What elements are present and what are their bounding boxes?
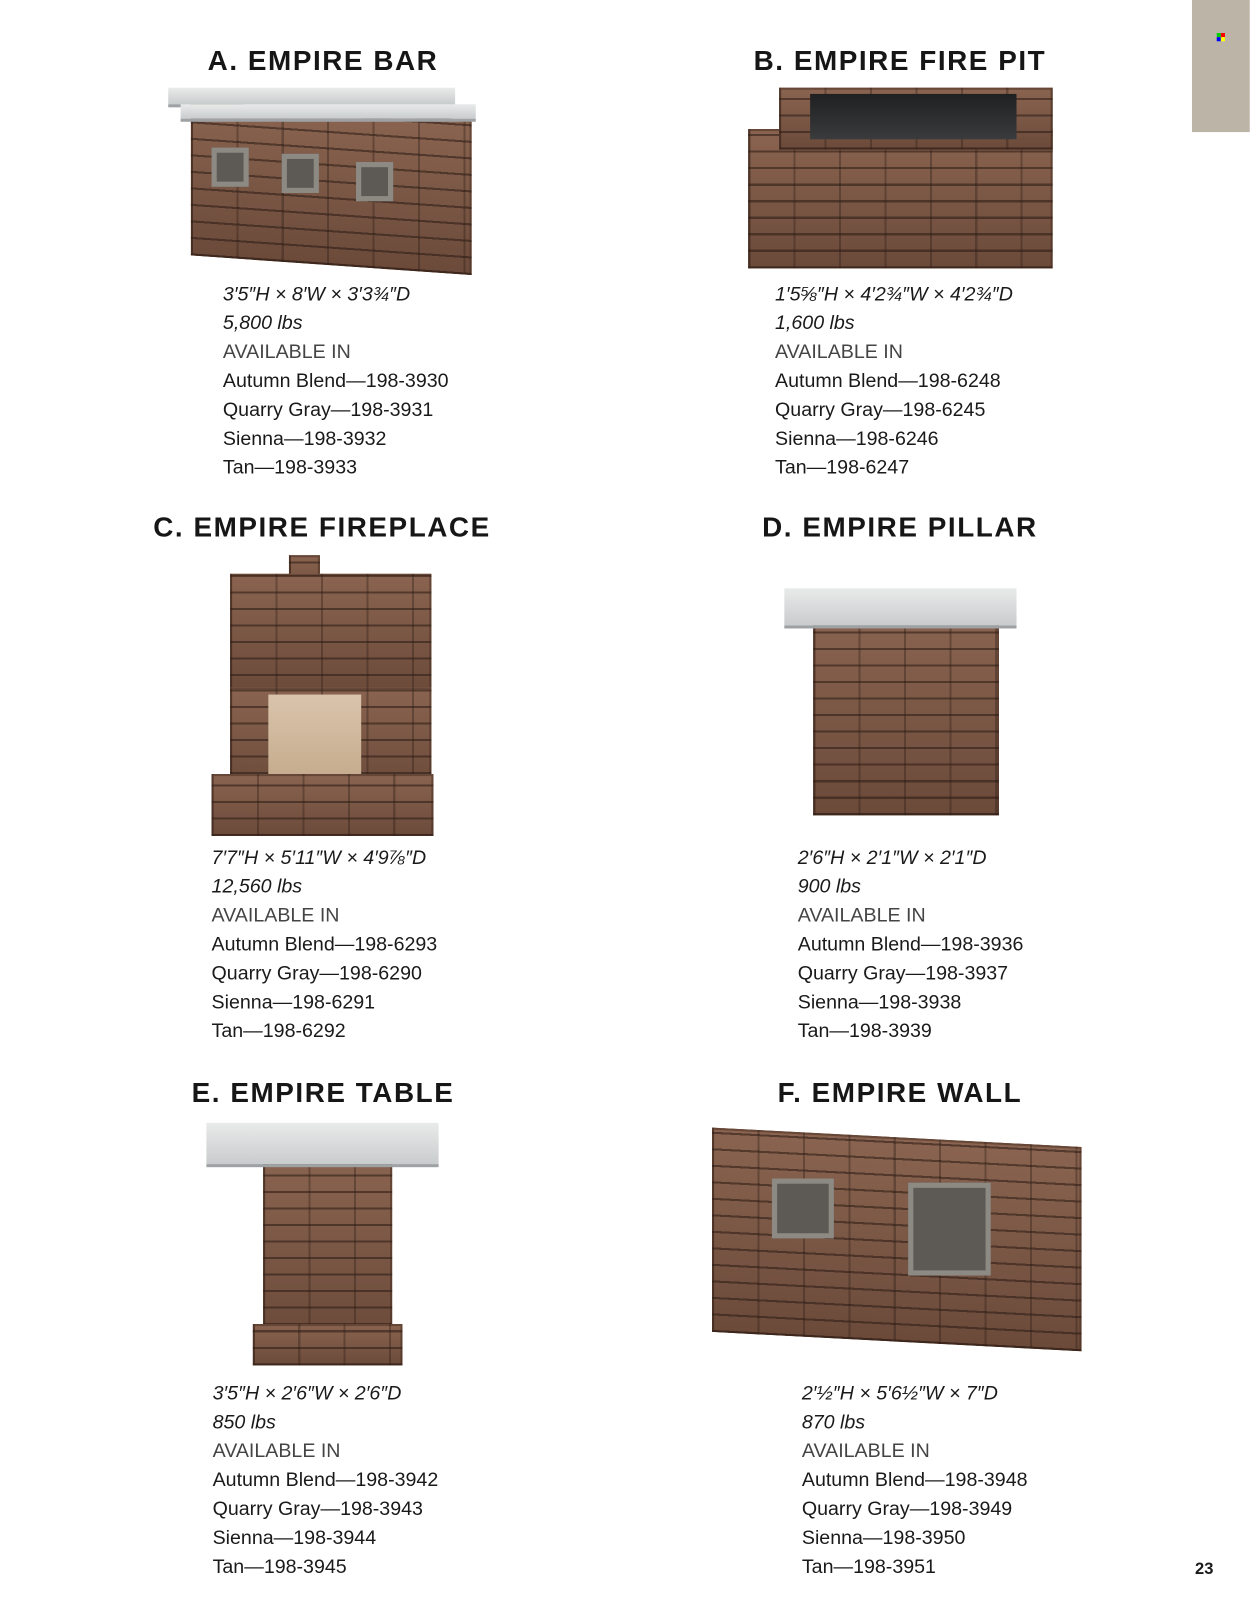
- dimensions: 2′½″H × 5′6½″W × 7″D: [801, 1382, 998, 1405]
- product-title-bar: A. EMPIRE BAR: [207, 45, 439, 77]
- color-option: Tan—198-3933: [222, 457, 358, 479]
- color-option: Autumn Blend—198-6248: [775, 370, 1001, 393]
- weight: 12,560 lbs: [211, 876, 303, 898]
- color-option: Tan—198-6247: [775, 457, 910, 479]
- color-option: Quarry Gray—198-3943: [212, 1498, 423, 1521]
- color-option: Tan—198-3945: [212, 1556, 347, 1578]
- available-label: AVAILABLE IN: [801, 1440, 930, 1463]
- available-label: AVAILABLE IN: [797, 905, 926, 927]
- color-option: Tan—198-6292: [211, 1020, 346, 1043]
- empire-bar-image: [168, 88, 478, 274]
- product-info-fire-pit: [775, 281, 1013, 483]
- color-option: Quarry Gray—198-3949: [801, 1498, 1013, 1521]
- product-info-wall: [802, 1380, 1028, 1582]
- empire-wall-image: [712, 1137, 1084, 1348]
- dimensions: 3′5″H × 8′W × 3′3¾″D: [222, 283, 411, 306]
- weight: 870 lbs: [801, 1411, 866, 1434]
- dimensions: 2′6″H × 2′1″W × 2′1″D: [797, 847, 987, 869]
- color-option: Autumn Blend—198-6293: [211, 933, 438, 956]
- color-option: Sienna—198-3944: [212, 1527, 377, 1550]
- empire-fireplace-image: [212, 555, 434, 836]
- product-title-fire-pit: B. EMPIRE FIRE PIT: [753, 45, 1047, 77]
- empire-table-image: [206, 1123, 438, 1373]
- color-option: Sienna—198-6291: [211, 991, 376, 1014]
- empire-fire-pit-image: [748, 88, 1052, 274]
- color-option: Sienna—198-6246: [775, 428, 939, 450]
- available-label: AVAILABLE IN: [212, 1440, 341, 1463]
- empire-pillar-image: [784, 588, 1016, 817]
- weight: 850 lbs: [212, 1411, 276, 1434]
- color-option: Tan—198-3951: [801, 1556, 936, 1578]
- color-option: Autumn Blend—198-3942: [212, 1469, 439, 1492]
- product-info-bar: [223, 281, 449, 483]
- dimensions: 1′5⅝″H × 4′2¾″W × 4′2¾″D: [775, 283, 1013, 306]
- product-info-fireplace: [212, 844, 438, 1046]
- product-title-table: E. EMPIRE TABLE: [191, 1077, 455, 1109]
- section-tab: [1192, 0, 1250, 132]
- color-option: Autumn Blend—198-3936: [797, 933, 1024, 956]
- color-marker-icon: [1217, 33, 1225, 41]
- product-title-fireplace: C. EMPIRE FIREPLACE: [153, 511, 491, 543]
- weight: 1,600 lbs: [775, 312, 855, 335]
- product-title-wall: F. EMPIRE WALL: [777, 1077, 1023, 1109]
- color-option: Sienna—198-3950: [801, 1527, 966, 1550]
- color-option: Sienna—198-3938: [797, 991, 962, 1014]
- available-label: AVAILABLE IN: [222, 341, 351, 364]
- dimensions: 3′5″H × 2′6″W × 2′6″D: [212, 1382, 402, 1405]
- product-info-pillar: [798, 844, 1024, 1046]
- available-label: AVAILABLE IN: [775, 341, 903, 364]
- page-number: 23: [1195, 1560, 1214, 1578]
- color-option: Quarry Gray—198-3937: [797, 962, 1009, 985]
- color-option: Quarry Gray—198-6290: [211, 962, 422, 985]
- product-title-pillar: D. EMPIRE PILLAR: [762, 511, 1038, 543]
- weight: 900 lbs: [797, 876, 861, 898]
- color-option: Quarry Gray—198-3931: [222, 399, 434, 422]
- product-info-table: [213, 1380, 439, 1582]
- weight: 5,800 lbs: [222, 312, 303, 335]
- color-option: Tan—198-3939: [797, 1020, 932, 1043]
- color-option: Autumn Blend—198-3948: [801, 1469, 1028, 1492]
- color-option: Autumn Blend—198-3930: [222, 370, 449, 393]
- color-option: Quarry Gray—198-6245: [775, 399, 986, 422]
- available-label: AVAILABLE IN: [211, 905, 340, 927]
- color-option: Sienna—198-3932: [222, 428, 387, 450]
- dimensions: 7′7″H × 5′11″W × 4′9⅞″D: [211, 847, 427, 869]
